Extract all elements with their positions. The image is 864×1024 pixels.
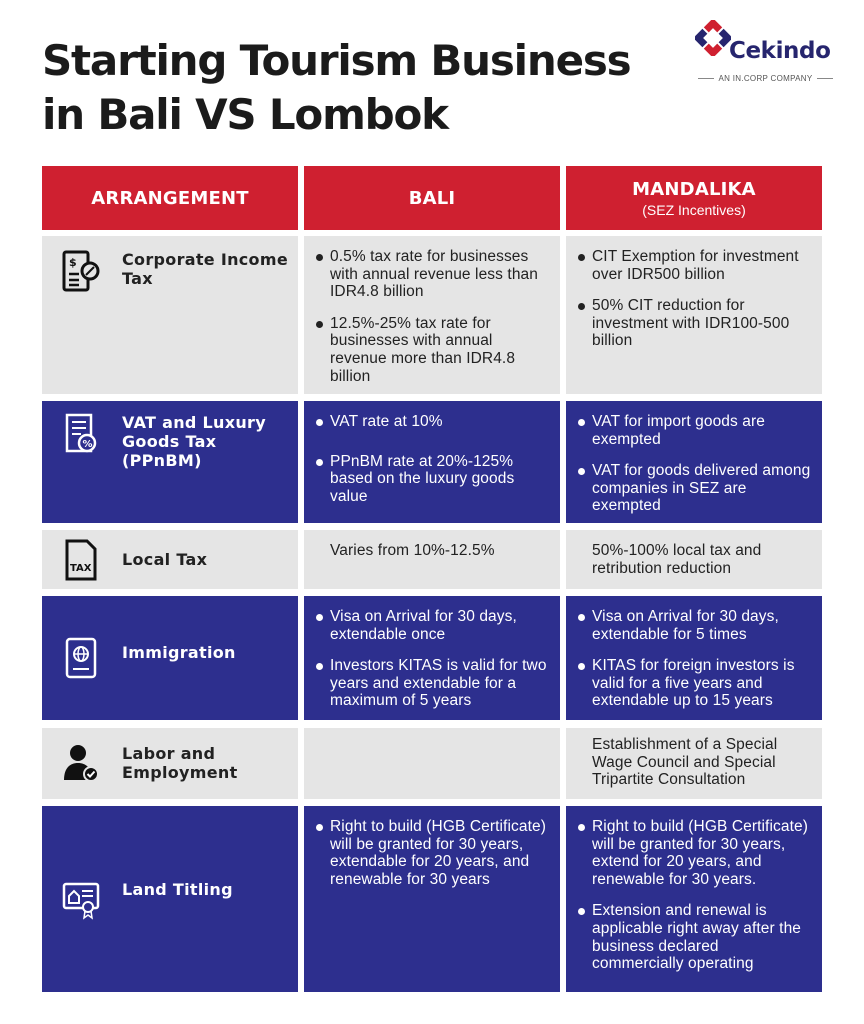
row-cit-label-cell	[42, 236, 298, 394]
title-line-1: Starting Tourism Business	[42, 36, 631, 85]
row-labor-mandalika-cell	[566, 728, 822, 799]
passport-icon	[60, 636, 102, 680]
list-item: 12.5%-25% tax rate for businesses with annual revenue more than IDR4.8 billion	[316, 315, 550, 385]
header-arrangement-label: ARRANGEMENT	[91, 187, 249, 209]
list-item: Right to build (HGB Certificate) will be granted for 30 years, extend for 20 years, and renewable for 30 years.	[578, 818, 812, 888]
list-item: Visa on Arrival for 30 days, extendable for 5 times	[578, 608, 812, 643]
receipt-percent-icon	[60, 411, 102, 455]
list-item: VAT rate at 10%	[316, 413, 550, 431]
header-bali-label: BALI	[408, 187, 456, 209]
row-local-tax-label-cell	[42, 530, 298, 589]
cekindo-logo-mark-icon	[695, 20, 731, 56]
cekindo-logo	[693, 16, 838, 88]
row-labor-bali-cell	[304, 728, 560, 799]
list-item: Right to build (HGB Certificate) will be granted for 30 years, extendable for 20 years, and renewable for 30 years	[316, 818, 550, 888]
row-label: Local Tax	[122, 550, 208, 569]
list-item: Visa on Arrival for 30 days, extendable once	[316, 608, 550, 643]
header-bali	[304, 166, 560, 230]
row-immigration-bali-cell	[304, 596, 560, 720]
header-mandalika-label: MANDALIKA	[632, 178, 756, 200]
tax-file-icon	[60, 538, 102, 582]
row-local-tax-bali-cell	[304, 530, 560, 589]
title-line-2: in Bali VS Lombok	[42, 90, 448, 139]
cell-text: Establishment of a Special Wage Council and Special Tripartite Consultation	[592, 736, 778, 789]
page-title	[42, 34, 630, 142]
cell-text: Varies from 10%-12.5%	[330, 542, 495, 559]
cell-text: 50%-100% local tax and retribution reduction	[592, 542, 762, 577]
row-immigration-mandalika-cell	[566, 596, 822, 720]
list-item: 50% CIT reduction for investment with IDR100-500 billion	[578, 297, 812, 350]
row-cit-mandalika-cell	[566, 236, 822, 394]
list-item: KITAS for foreign investors is valid for a five years and extendable up to 15 years	[578, 657, 812, 710]
list-item: CIT Exemption for investment over IDR500 billion	[578, 248, 812, 283]
row-label: Labor and Employment	[122, 744, 238, 782]
svg-text:%: %	[82, 439, 93, 450]
list-item: VAT for goods delivered among companies in SEZ are exempted	[578, 462, 812, 515]
row-label: Immigration	[122, 643, 236, 662]
list-item: Extension and renewal is applicable right away after the business declared commercially operating	[578, 902, 812, 972]
row-land-mandalika-cell	[566, 806, 822, 992]
tax-document-icon	[60, 250, 102, 294]
list-item: VAT for import goods are exempted	[578, 413, 812, 448]
row-label: Land Titling	[122, 880, 233, 899]
row-vat-bali-cell	[304, 401, 560, 523]
row-label: Corporate Income Tax	[122, 250, 288, 288]
row-vat-mandalika-cell	[566, 401, 822, 523]
logo-name: Cekindo	[729, 38, 831, 64]
list-item: 0.5% tax rate for businesses with annual revenue less than IDR4.8 billion	[316, 248, 550, 301]
row-immigration-label-cell	[42, 596, 298, 720]
row-label: VAT and Luxury Goods Tax (PPnBM)	[122, 413, 266, 470]
logo-tagline: AN IN.CORP COMPANY	[693, 74, 838, 83]
header-arrangement	[42, 166, 298, 230]
certificate-icon	[60, 876, 102, 920]
svg-text:$: $	[69, 256, 77, 269]
row-vat-label-cell	[42, 401, 298, 523]
row-cit-bali-cell	[304, 236, 560, 394]
svg-text:TAX: TAX	[70, 563, 92, 574]
list-item: Investors KITAS is valid for two years and extendable for a maximum of 5 years	[316, 657, 550, 710]
row-labor-label-cell	[42, 728, 298, 799]
list-item: PPnBM rate at 20%-125% based on the luxury goods value	[316, 453, 550, 506]
header-mandalika	[566, 166, 822, 230]
row-land-bali-cell	[304, 806, 560, 992]
row-land-label-cell	[42, 806, 298, 992]
row-local-tax-mandalika-cell	[566, 530, 822, 589]
header-mandalika-sub: (SEZ Incentives)	[642, 201, 746, 218]
worker-check-icon	[60, 740, 102, 784]
